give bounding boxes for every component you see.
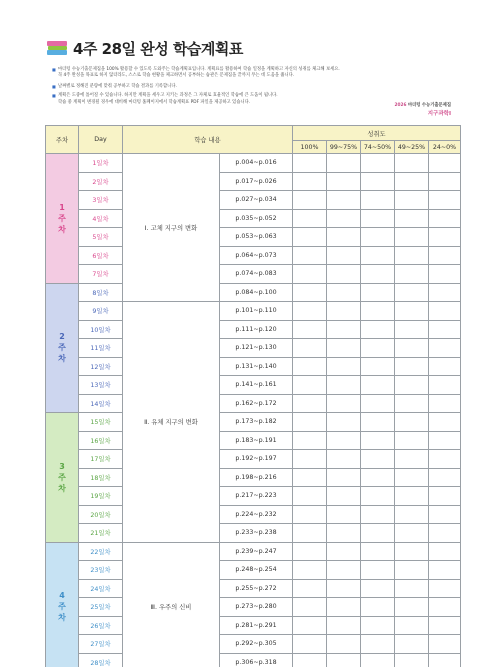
page-range-cell: p.027~p.034 xyxy=(220,191,293,210)
header-day: Day xyxy=(79,126,123,154)
day-cell: 18일차 xyxy=(79,468,123,487)
page-range-cell: p.074~p.083 xyxy=(220,265,293,284)
achievement-checkbox[interactable] xyxy=(429,598,461,617)
achievement-checkbox[interactable] xyxy=(395,579,429,598)
achievement-checkbox[interactable] xyxy=(361,172,395,191)
achievement-checkbox[interactable] xyxy=(361,505,395,524)
achievement-checkbox[interactable] xyxy=(293,320,327,339)
achievement-checkbox[interactable] xyxy=(327,376,361,395)
instruction-item: ■ 마더텅 수능기출문제집을 100% 활용할 수 있도록 도와주는 학습계획표입니다. 계획표를 활용하여 학습 일정을 계획하고 자신의 성취를 체크해 보세요. 꼭 4주 완성을 목표로 하지 않더라도, 스스로 학습 현황을 체크하면서 공부하는 습관은 문제집을 끝까지 푸는 데 도움을 줍니다. xyxy=(52,67,340,79)
achievement-checkbox[interactable] xyxy=(293,376,327,395)
day-cell: 21일차 xyxy=(79,524,123,543)
achievement-checkbox[interactable] xyxy=(361,524,395,543)
header-content: 학습 내용 xyxy=(123,126,293,154)
achievement-checkbox[interactable] xyxy=(327,302,361,321)
plan-row xyxy=(46,450,461,469)
achievement-checkbox[interactable] xyxy=(361,191,395,210)
plan-row xyxy=(46,431,461,450)
header-level: 100% xyxy=(293,141,327,154)
achievement-checkbox[interactable] xyxy=(361,616,395,635)
achievement-checkbox[interactable] xyxy=(293,487,327,506)
achievement-checkbox[interactable] xyxy=(327,265,361,284)
day-cell: 11일차 xyxy=(79,339,123,358)
plan-row xyxy=(46,561,461,580)
achievement-checkbox[interactable] xyxy=(429,413,461,432)
achievement-checkbox[interactable] xyxy=(395,302,429,321)
page-range-cell: p.292~p.305 xyxy=(220,635,293,654)
achievement-checkbox[interactable] xyxy=(361,246,395,265)
day-cell: 14일차 xyxy=(79,394,123,413)
achievement-checkbox[interactable] xyxy=(395,598,429,617)
achievement-checkbox[interactable] xyxy=(327,394,361,413)
week-label: 3 주 차 xyxy=(46,413,79,543)
achievement-checkbox[interactable] xyxy=(361,339,395,358)
achievement-checkbox[interactable] xyxy=(293,468,327,487)
achievement-checkbox[interactable] xyxy=(429,265,461,284)
achievement-checkbox[interactable] xyxy=(293,542,327,561)
achievement-checkbox[interactable] xyxy=(361,635,395,654)
plan-row xyxy=(46,505,461,524)
achievement-checkbox[interactable] xyxy=(395,524,429,543)
achievement-checkbox[interactable] xyxy=(361,302,395,321)
achievement-checkbox[interactable] xyxy=(293,653,327,667)
brand-subject: 지구과학Ⅰ xyxy=(427,111,451,117)
achievement-checkbox[interactable] xyxy=(429,283,461,302)
bullet-icon: ■ xyxy=(52,93,56,99)
achievement-checkbox[interactable] xyxy=(361,283,395,302)
achievement-checkbox[interactable] xyxy=(395,191,429,210)
bullet-icon: ■ xyxy=(52,83,56,89)
achievement-checkbox[interactable] xyxy=(395,228,429,247)
achievement-checkbox[interactable] xyxy=(429,431,461,450)
achievement-checkbox[interactable] xyxy=(429,320,461,339)
achievement-checkbox[interactable] xyxy=(327,154,361,173)
achievement-checkbox[interactable] xyxy=(327,431,361,450)
achievement-checkbox[interactable] xyxy=(293,191,327,210)
achievement-checkbox[interactable] xyxy=(361,320,395,339)
header-level: 74~50% xyxy=(361,141,395,154)
day-cell: 3일차 xyxy=(79,191,123,210)
achievement-checkbox[interactable] xyxy=(293,357,327,376)
instructions xyxy=(52,67,452,110)
achievement-checkbox[interactable] xyxy=(429,542,461,561)
unit-cell: Ⅰ. 고체 지구의 변화 xyxy=(123,154,220,302)
day-cell: 5일차 xyxy=(79,228,123,247)
achievement-checkbox[interactable] xyxy=(395,339,429,358)
achievement-checkbox[interactable] xyxy=(429,468,461,487)
week-label: 4 주 차 xyxy=(46,542,79,667)
books-stack-icon xyxy=(47,41,67,55)
achievement-checkbox[interactable] xyxy=(395,616,429,635)
header-achievement: 성취도 xyxy=(293,126,461,141)
achievement-checkbox[interactable] xyxy=(395,413,429,432)
day-cell: 19일차 xyxy=(79,487,123,506)
page-range-cell: p.255~p.272 xyxy=(220,579,293,598)
page-header xyxy=(47,38,243,58)
page-range-cell: p.064~p.073 xyxy=(220,246,293,265)
header-level: 49~25% xyxy=(395,141,429,154)
page-range-cell: p.004~p.016 xyxy=(220,154,293,173)
plan-row xyxy=(46,524,461,543)
achievement-checkbox[interactable] xyxy=(293,154,327,173)
achievement-checkbox[interactable] xyxy=(361,209,395,228)
day-cell: 16일차 xyxy=(79,431,123,450)
day-cell: 17일차 xyxy=(79,450,123,469)
achievement-checkbox[interactable] xyxy=(327,228,361,247)
page-range-cell: p.239~p.247 xyxy=(220,542,293,561)
day-cell: 28일차 xyxy=(79,653,123,667)
achievement-checkbox[interactable] xyxy=(429,394,461,413)
achievement-checkbox[interactable] xyxy=(395,487,429,506)
achievement-checkbox[interactable] xyxy=(327,598,361,617)
achievement-checkbox[interactable] xyxy=(293,413,327,432)
achievement-checkbox[interactable] xyxy=(395,246,429,265)
unit-cell: Ⅲ. 우주의 신비 xyxy=(123,542,220,667)
page-range-cell: p.192~p.197 xyxy=(220,450,293,469)
week-label: 2 주 차 xyxy=(46,283,79,413)
header-level: 99~75% xyxy=(327,141,361,154)
achievement-checkbox[interactable] xyxy=(395,357,429,376)
plan-row xyxy=(46,376,461,395)
page-range-cell: p.035~p.052 xyxy=(220,209,293,228)
achievement-checkbox[interactable] xyxy=(361,542,395,561)
achievement-checkbox[interactable] xyxy=(395,283,429,302)
achievement-checkbox[interactable] xyxy=(293,265,327,284)
achievement-checkbox[interactable] xyxy=(361,431,395,450)
achievement-checkbox[interactable] xyxy=(293,172,327,191)
achievement-checkbox[interactable] xyxy=(327,283,361,302)
achievement-checkbox[interactable] xyxy=(429,172,461,191)
day-cell: 8일차 xyxy=(79,283,123,302)
achievement-checkbox[interactable] xyxy=(327,542,361,561)
page-range-cell: p.101~p.110 xyxy=(220,302,293,321)
day-cell: 10일차 xyxy=(79,320,123,339)
day-cell: 9일차 xyxy=(79,302,123,321)
book-brand xyxy=(395,102,451,117)
achievement-checkbox[interactable] xyxy=(395,542,429,561)
page-range-cell: p.173~p.182 xyxy=(220,413,293,432)
plan-row xyxy=(46,598,461,617)
achievement-checkbox[interactable] xyxy=(395,431,429,450)
achievement-checkbox[interactable] xyxy=(429,228,461,247)
achievement-checkbox[interactable] xyxy=(361,357,395,376)
page-range-cell: p.217~p.223 xyxy=(220,487,293,506)
achievement-checkbox[interactable] xyxy=(293,209,327,228)
plan-row xyxy=(46,635,461,654)
plan-row xyxy=(46,209,461,228)
day-cell: 22일차 xyxy=(79,542,123,561)
bullet-icon: ■ xyxy=(52,67,56,72)
achievement-checkbox[interactable] xyxy=(429,561,461,580)
plan-row xyxy=(46,653,461,667)
page-range-cell: p.183~p.191 xyxy=(220,431,293,450)
achievement-checkbox[interactable] xyxy=(361,394,395,413)
header-week: 주차 xyxy=(46,126,79,154)
achievement-checkbox[interactable] xyxy=(395,154,429,173)
achievement-checkbox[interactable] xyxy=(361,598,395,617)
instruction-item: ■ 날짜별로 정해진 분량에 맞춰 공부하고 학습 결과를 기록합니다. xyxy=(52,83,177,89)
plan-row xyxy=(46,228,461,247)
achievement-checkbox[interactable] xyxy=(429,209,461,228)
achievement-checkbox[interactable] xyxy=(293,505,327,524)
day-cell: 23일차 xyxy=(79,561,123,580)
achievement-checkbox[interactable] xyxy=(361,561,395,580)
achievement-checkbox[interactable] xyxy=(361,487,395,506)
plan-row xyxy=(46,320,461,339)
achievement-checkbox[interactable] xyxy=(327,413,361,432)
achievement-checkbox[interactable] xyxy=(361,265,395,284)
achievement-checkbox[interactable] xyxy=(429,191,461,210)
achievement-checkbox[interactable] xyxy=(293,339,327,358)
unit-cell: Ⅱ. 유체 지구의 변화 xyxy=(123,302,220,543)
achievement-checkbox[interactable] xyxy=(327,616,361,635)
page-range-cell: p.121~p.130 xyxy=(220,339,293,358)
page-range-cell: p.248~p.254 xyxy=(220,561,293,580)
day-cell: 4일차 xyxy=(79,209,123,228)
day-cell: 26일차 xyxy=(79,616,123,635)
header-level: 24~0% xyxy=(429,141,461,154)
plan-row xyxy=(46,265,461,284)
achievement-checkbox[interactable] xyxy=(293,598,327,617)
day-cell: 24일차 xyxy=(79,579,123,598)
achievement-checkbox[interactable] xyxy=(429,635,461,654)
achievement-checkbox[interactable] xyxy=(327,505,361,524)
achievement-checkbox[interactable] xyxy=(327,191,361,210)
plan-row xyxy=(46,357,461,376)
plan-row xyxy=(46,339,461,358)
achievement-checkbox[interactable] xyxy=(429,357,461,376)
achievement-checkbox[interactable] xyxy=(429,154,461,173)
achievement-checkbox[interactable] xyxy=(395,505,429,524)
achievement-checkbox[interactable] xyxy=(327,246,361,265)
page-range-cell: p.141~p.161 xyxy=(220,376,293,395)
page-range-cell: p.198~p.216 xyxy=(220,468,293,487)
achievement-checkbox[interactable] xyxy=(327,320,361,339)
day-cell: 2일차 xyxy=(79,172,123,191)
day-cell: 27일차 xyxy=(79,635,123,654)
achievement-checkbox[interactable] xyxy=(293,283,327,302)
day-cell: 13일차 xyxy=(79,376,123,395)
page-range-cell: p.162~p.172 xyxy=(220,394,293,413)
achievement-checkbox[interactable] xyxy=(395,172,429,191)
study-plan-table xyxy=(45,125,461,667)
achievement-checkbox[interactable] xyxy=(429,579,461,598)
achievement-checkbox[interactable] xyxy=(327,450,361,469)
page-range-cell: p.017~p.026 xyxy=(220,172,293,191)
page-range-cell: p.281~p.291 xyxy=(220,616,293,635)
day-cell: 15일차 xyxy=(79,413,123,432)
achievement-checkbox[interactable] xyxy=(429,450,461,469)
day-cell: 6일차 xyxy=(79,246,123,265)
plan-row xyxy=(46,394,461,413)
page-title: 4주 28일 완성 학습계획표 xyxy=(73,39,243,58)
achievement-checkbox[interactable] xyxy=(361,450,395,469)
achievement-checkbox[interactable] xyxy=(293,579,327,598)
day-cell: 25일차 xyxy=(79,598,123,617)
achievement-checkbox[interactable] xyxy=(429,616,461,635)
achievement-checkbox[interactable] xyxy=(429,505,461,524)
brand-series: 마더텅 수능기출문제집 xyxy=(407,103,451,108)
achievement-checkbox[interactable] xyxy=(395,320,429,339)
achievement-checkbox[interactable] xyxy=(361,154,395,173)
achievement-checkbox[interactable] xyxy=(293,228,327,247)
plan-row xyxy=(46,468,461,487)
plan-row xyxy=(46,246,461,265)
achievement-checkbox[interactable] xyxy=(429,302,461,321)
achievement-checkbox[interactable] xyxy=(327,487,361,506)
achievement-checkbox[interactable] xyxy=(395,653,429,667)
achievement-checkbox[interactable] xyxy=(395,209,429,228)
achievement-checkbox[interactable] xyxy=(327,653,361,667)
achievement-checkbox[interactable] xyxy=(361,579,395,598)
page-range-cell: p.273~p.280 xyxy=(220,598,293,617)
plan-row xyxy=(46,487,461,506)
week-label: 1 주 차 xyxy=(46,154,79,284)
plan-row xyxy=(46,616,461,635)
plan-row xyxy=(46,413,461,432)
achievement-checkbox[interactable] xyxy=(327,357,361,376)
achievement-checkbox[interactable] xyxy=(293,302,327,321)
achievement-checkbox[interactable] xyxy=(293,246,327,265)
achievement-checkbox[interactable] xyxy=(429,524,461,543)
achievement-checkbox[interactable] xyxy=(327,339,361,358)
achievement-checkbox[interactable] xyxy=(361,653,395,667)
achievement-checkbox[interactable] xyxy=(293,450,327,469)
page-range-cell: p.306~p.318 xyxy=(220,653,293,667)
plan-row xyxy=(46,579,461,598)
achievement-checkbox[interactable] xyxy=(429,246,461,265)
achievement-checkbox[interactable] xyxy=(429,339,461,358)
page-range-cell: p.131~p.140 xyxy=(220,357,293,376)
day-cell: 12일차 xyxy=(79,357,123,376)
achievement-checkbox[interactable] xyxy=(395,468,429,487)
achievement-checkbox[interactable] xyxy=(395,561,429,580)
achievement-checkbox[interactable] xyxy=(327,172,361,191)
brand-year: 2026 xyxy=(394,103,407,108)
plan-row xyxy=(46,191,461,210)
achievement-checkbox[interactable] xyxy=(327,579,361,598)
achievement-checkbox[interactable] xyxy=(429,376,461,395)
achievement-checkbox[interactable] xyxy=(293,616,327,635)
achievement-checkbox[interactable] xyxy=(293,524,327,543)
achievement-checkbox[interactable] xyxy=(327,524,361,543)
achievement-checkbox[interactable] xyxy=(327,468,361,487)
plan-row xyxy=(46,283,461,302)
achievement-checkbox[interactable] xyxy=(327,209,361,228)
plan-row xyxy=(46,154,461,173)
instruction-item: ■ 계획은 도중에 틀어질 수 있습니다. 하지만 계획을 세우고 지키는 과정은 그 자체로 효율적인 학습에 큰 도움이 됩니다. 학습 중 계획이 변경될 경우에 대비해 마더텅 홈페이지에서 학습계획표 PDF 파일을 제공하고 있습니다. xyxy=(52,93,278,105)
achievement-checkbox[interactable] xyxy=(395,450,429,469)
achievement-checkbox[interactable] xyxy=(361,468,395,487)
achievement-checkbox[interactable] xyxy=(293,635,327,654)
day-cell: 20일차 xyxy=(79,505,123,524)
plan-row xyxy=(46,302,461,321)
page-range-cell: p.111~p.120 xyxy=(220,320,293,339)
achievement-checkbox[interactable] xyxy=(293,394,327,413)
achievement-checkbox[interactable] xyxy=(429,653,461,667)
achievement-checkbox[interactable] xyxy=(429,487,461,506)
page-range-cell: p.053~p.063 xyxy=(220,228,293,247)
achievement-checkbox[interactable] xyxy=(293,561,327,580)
achievement-checkbox[interactable] xyxy=(327,561,361,580)
achievement-checkbox[interactable] xyxy=(395,376,429,395)
page-range-cell: p.224~p.232 xyxy=(220,505,293,524)
achievement-checkbox[interactable] xyxy=(361,376,395,395)
page-range-cell: p.233~p.238 xyxy=(220,524,293,543)
day-cell: 1일차 xyxy=(79,154,123,173)
achievement-checkbox[interactable] xyxy=(395,394,429,413)
achievement-checkbox[interactable] xyxy=(327,635,361,654)
achievement-checkbox[interactable] xyxy=(361,413,395,432)
page-range-cell: p.084~p.100 xyxy=(220,283,293,302)
achievement-checkbox[interactable] xyxy=(293,431,327,450)
achievement-checkbox[interactable] xyxy=(395,635,429,654)
plan-row xyxy=(46,172,461,191)
achievement-checkbox[interactable] xyxy=(395,265,429,284)
day-cell: 7일차 xyxy=(79,265,123,284)
plan-row xyxy=(46,542,461,561)
achievement-checkbox[interactable] xyxy=(361,228,395,247)
